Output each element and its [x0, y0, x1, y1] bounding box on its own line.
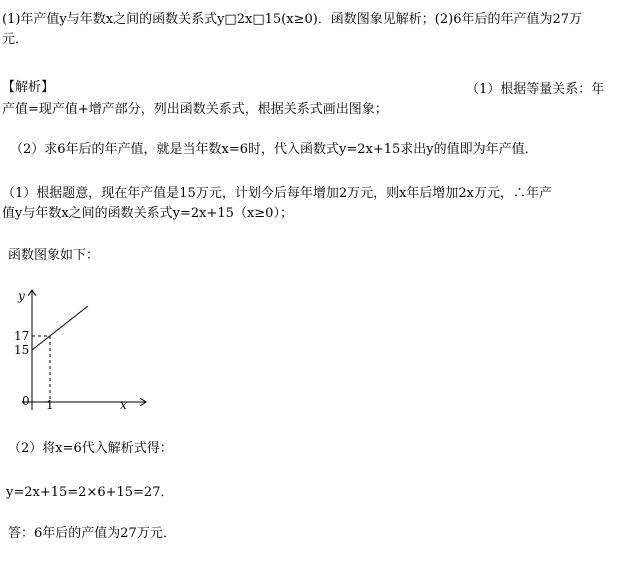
analysis-p1-left: 产值=现产值+增产部分，列出函数关系式，根据关系式画出图象； [2, 102, 388, 117]
solution-2-line-1: （2）将x=6代入解析式得： [8, 441, 173, 456]
analysis-p1-right: （1）根据等量关系：年 [466, 82, 605, 97]
x-tick-label: 1 [46, 398, 54, 412]
y-tick-label-15: 15 [14, 343, 30, 357]
function-graph [0, 282, 150, 414]
answer-line-2: 元． [2, 32, 29, 47]
analysis-p2: （2）求6年后的年产值，就是当年数x=6时，代入函数式y=2x+15求出y的值即为年产值． [10, 142, 538, 157]
final-answer: 答：6年后的产值为27万元． [8, 526, 176, 541]
analysis-heading: 【解析】 [2, 80, 55, 95]
x-axis-label: x [120, 398, 127, 412]
graph-intro: 函数图象如下： [8, 248, 100, 263]
solution-1-line-1: （1）根据题意，现在年产值是15万元，计划今后每年增加2万元，则x年后增加2x万元，∴年产 [2, 186, 553, 201]
solution-1-line-2: 值y与年数x之间的函数关系式y=2x+15（x≥0）； [2, 206, 293, 221]
origin-label: 0 [22, 394, 30, 408]
solution-2-calc: y=2x+15=2×6+15=27． [6, 485, 174, 500]
y-tick-label-17: 17 [14, 329, 30, 343]
function-line [32, 306, 88, 350]
answer-line-1: (1)年产值y与年数x之间的函数关系式y□2x□15(x≥0)．函数图象见解析；(2)6年后的年产值为27万 [2, 12, 583, 27]
y-axis-label: y [18, 289, 25, 303]
